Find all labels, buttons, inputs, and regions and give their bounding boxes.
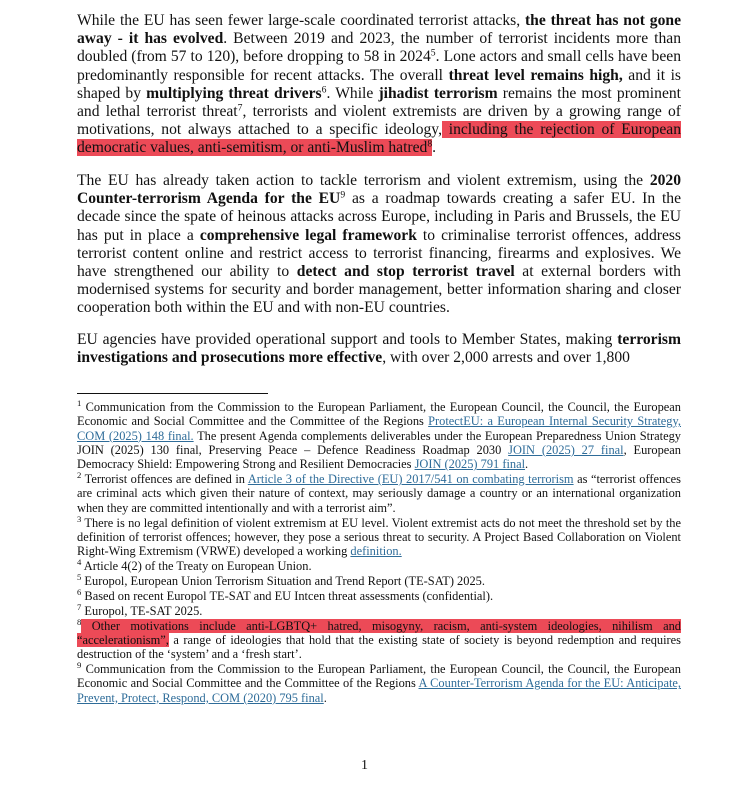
highlighted-text[interactable]: Other motivations include anti-LGBTQ+ hatred, misogyny, racism, anti-system ideologies, nihilism and “accelerationism”, [77, 618, 681, 647]
footnote-8 [77, 616, 681, 662]
footnote-7 [77, 601, 681, 618]
footnote-1 [77, 400, 681, 471]
bold-phrase: multiplying threat drivers [146, 84, 322, 102]
link-join-2025-791[interactable]: JOIN (2025) 791 final [414, 457, 526, 472]
text-run: as “terrorist offences are criminal acts which given their nature of context, may seriously damage a country or an international organization when they are committed intentionally and with a terrorist aim”. [77, 472, 681, 515]
bold-phrase: jihadist terrorism [378, 84, 498, 102]
footnote-number: 5 [77, 572, 82, 583]
text-run: . Lone actors and small cells have been predominantly responsible for recent attacks. The overall [77, 48, 681, 84]
text-run: . [432, 139, 437, 157]
text-run: . Between 2019 and 2023, the number of terrorist incidents more than doubled (from 57 to 120), before dropping to 58 in 2024 [77, 30, 681, 66]
text-run: , terrorists and violent extremists are driven by a growing range of motivations, not always attached to a specific ideology, [77, 103, 681, 139]
page-number: 1 [361, 758, 368, 773]
bold-phrase: the threat has not gone away - it has evolved [77, 12, 681, 48]
footnote-separator [77, 393, 268, 394]
text-run: , with over 2,000 arrests and over 1,800 [382, 349, 630, 367]
text-run: The present Agenda complements deliverables under the European Preparedness Union Strategy JOIN (2025) 130 final, Preserving Peace – Defence Readiness Roadmap 2030 [77, 428, 681, 457]
footnote-ref-6[interactable]: 6 [321, 84, 327, 96]
text-run: , European Democracy Shield: Empowering Strong and Resilient Democracies [77, 442, 681, 472]
bold-phrase: 2020 Counter-terrorism Agenda for the EU [77, 172, 681, 208]
paragraph-eu-agencies [77, 331, 681, 367]
footnote-number: 8 [77, 616, 82, 627]
text-run: remains the most prominent and lethal terrorist threat [77, 84, 681, 121]
footnote-ref-5[interactable]: 5 [430, 48, 436, 60]
footnote-ref-9[interactable]: 9 [340, 189, 346, 201]
text-run: at external borders with modernised systems for security and border management, better information sharing and closer cooperation both within the EU and with non-EU countries. [77, 263, 681, 317]
text-run: Communication from the Commission to the European Parliament, the European Council, the Council, the European Economic and Social Committee and the Committee of the Regions [77, 662, 681, 691]
text-run: to criminalise terrorist offences, address terrorist content online and restrict access to terrorist financing, firearms and explosives. We have strengthened our ability to [77, 226, 681, 281]
link-join-2025-27[interactable]: JOIN (2025) 27 final [508, 442, 624, 457]
footnote-9 [77, 662, 681, 705]
bold-phrase: detect and stop terrorist travel [296, 263, 515, 281]
link-protecteu-strategy[interactable]: ProtectEU: a European Internal Security Strategy, COM (2025) 148 final. [77, 414, 681, 443]
text-run: The EU has already taken action to tackle terrorism and violent extremism, using the [77, 172, 650, 189]
footnote-number: 4 [77, 557, 82, 568]
footnote-number: 2 [77, 470, 82, 481]
footnote-6 [77, 589, 681, 603]
footnote-3 [77, 513, 681, 559]
footnote-number: 3 [77, 513, 82, 524]
footnote-number: 6 [77, 587, 82, 598]
text-run: Europol, TE-SAT 2025. [81, 603, 203, 618]
text-run: Based on recent Europol TE-SAT and EU Intcen threat assessments (confidential). [81, 588, 494, 603]
link-directive-2017-541[interactable]: Article 3 of the Directive (EU) 2017/541 on combating terrorism [247, 472, 574, 487]
text-run: and it is shaped by [77, 66, 681, 102]
text-run: a range of ideologies that hold that the existing state of society is beyond redemption and requires destruction of the ‘system’ and a ‘fresh start’. [77, 632, 681, 662]
link-vrwe-definition[interactable]: definition. [350, 544, 402, 559]
bold-phrase: terrorism investigations and prosecutions more effective [77, 331, 681, 367]
footnote-2 [77, 472, 681, 515]
text-run: . [525, 457, 529, 472]
link-counter-terrorism-agenda[interactable]: A Counter-Terrorism Agenda for the EU: Anticipate, Prevent, Protect, Respond, COM (2020) 795 final [77, 676, 681, 705]
text-run: . While [326, 84, 379, 102]
footnote-5 [77, 574, 681, 588]
text-run: Article 4(2) of the Treaty on European Union. [81, 559, 312, 574]
text-run: EU agencies have provided operational support and tools to Member States, making [77, 331, 618, 348]
bold-phrase: threat level remains high, [448, 66, 623, 84]
text-run: While the EU has seen fewer large-scale coordinated terrorist attacks, [77, 12, 525, 29]
footnote-ref-7[interactable]: 7 [237, 102, 243, 114]
footnote-ref-8[interactable]: 8 [427, 139, 433, 151]
text-run: Communication from the Commission to the European Parliament, the European Council, the Council, the European Economic and Social Committee and the Committee of the Regions [77, 400, 681, 429]
footnote-4 [77, 559, 681, 573]
bold-phrase: comprehensive legal framework [199, 226, 417, 244]
footnote-number: 1 [77, 398, 82, 409]
text-run: Terrorist offences are defined in [81, 472, 248, 487]
footnote-number: 7 [77, 601, 82, 612]
text-run: There is no legal definition of violent extremism at EU level. Violent extremist acts do not meet the threshold set by the definition of terrorist offences; however, they pose a serious threat to security. A Project Based Collaboration on Violent Right-Wing Extremism (VRWE) developed a working [77, 515, 681, 559]
highlight-text-run: including the rejection of European democratic values, anti-semitism, or anti-Muslim hatred [77, 121, 681, 157]
text-run: . [323, 690, 327, 705]
footnotes-section [77, 400, 681, 706]
text-run: Europol, European Union Terrorism Situation and Trend Report (TE-SAT) 2025. [81, 573, 485, 588]
footnote-number: 9 [77, 660, 82, 671]
text-run: as a roadmap towards creating a safer EU. In the decade since the spate of heinous attacks across Europe, including in Paris and Brussels, the EU has put in place a [77, 190, 681, 244]
paragraph-eu-action [77, 172, 681, 318]
paragraph-threat-evolution [77, 12, 681, 158]
